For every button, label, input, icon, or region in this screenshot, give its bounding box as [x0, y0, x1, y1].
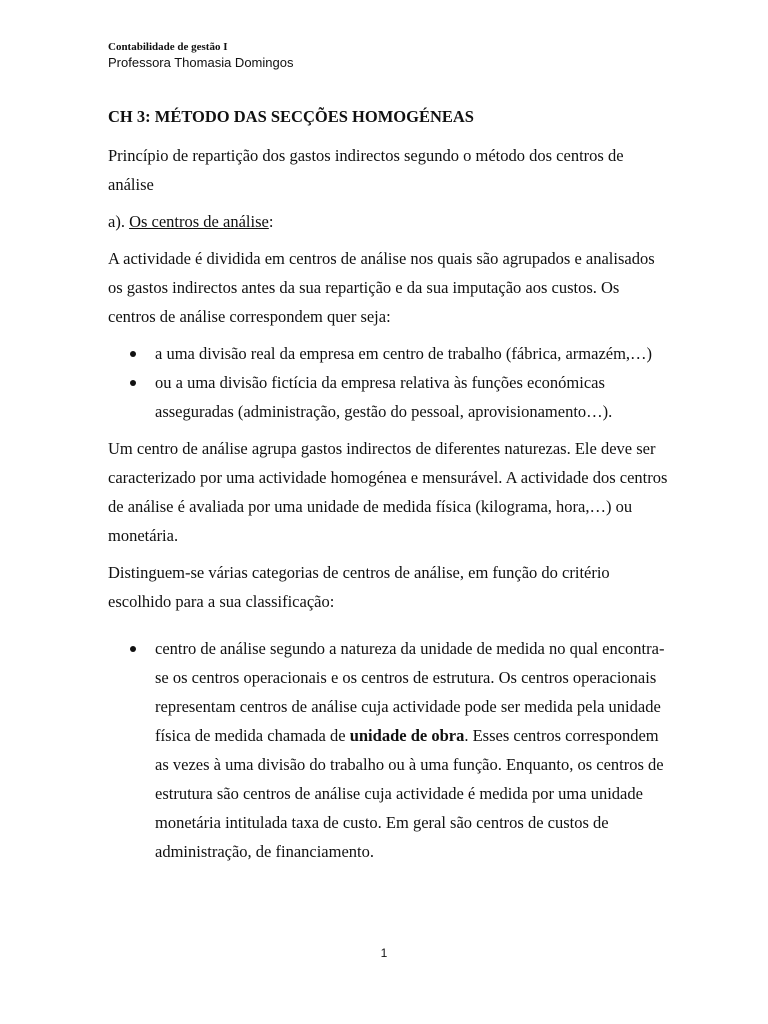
bullet-list-categories [108, 634, 668, 866]
list-item [108, 339, 668, 368]
document-body [108, 102, 668, 874]
list-item [108, 368, 668, 426]
paragraph-categories: Distinguem-se várias categorias de centros de análise, em função do critério escolhido para a sua classificação: [108, 563, 610, 611]
bullet-list-divisions [108, 339, 668, 426]
list-item-bold-term: unidade de obra [349, 726, 465, 745]
principle-paragraph: Princípio de repartição dos gastos indirectos segundo o método dos centros de análise [108, 146, 624, 194]
paragraph-activity: A actividade é dividida em centros de análise nos quais são agrupados e analisados os gastos indirectos antes da sua repartição e da sua imputação aos custos. Os centros de análise correspondem quer seja: [108, 249, 655, 326]
teacher-name: Professora Thomasia Domingos [108, 55, 294, 70]
list-item [108, 634, 668, 866]
section-a-title: Os centros de análise [129, 212, 269, 231]
list-item-text-part1: centro de análise segundo a natureza da unidade de medida no qual encontra-se os centros operacionais e os centros de estrutura. Os centros operacionais representam centros de análise cuja actividade pode ser medida pela unidade física de medida chamada de [155, 639, 665, 745]
chapter-title: CH 3: MÉTODO DAS SECÇÕES HOMOGÉNEAS [108, 107, 474, 126]
bullet-icon [130, 351, 136, 357]
bullet-icon [130, 380, 136, 386]
section-a-suffix: : [268, 212, 274, 231]
list-item-text-part2: . Esses centros correspondem as vezes à uma divisão do trabalho ou à uma função. Enquanto, os centros de estrutura são centros de análise cuja actividade é medida por uma unidade monetária intitulada taxa de custo. Em geral são centros de custos de administração, de financiamento. [155, 726, 664, 861]
section-a-heading [108, 207, 668, 236]
course-title: Contabilidade de gestão I [108, 41, 228, 53]
list-item-text: ou a uma divisão fictícia da empresa relativa às funções económicas asseguradas (administração, gestão do pessoal, aprovisionamento…). [155, 373, 613, 421]
list-item-text: a uma divisão real da empresa em centro de trabalho (fábrica, armazém,…) [155, 344, 653, 363]
bullet-icon [130, 646, 136, 652]
page-number: 1 [380, 946, 388, 960]
section-a-prefix: a). [108, 212, 130, 231]
paragraph-center-definition: Um centro de análise agrupa gastos indirectos de diferentes naturezas. Ele deve ser caracterizado por uma actividade homogénea e mensurável. A actividade dos centros de análise é avaliada por uma unidade de medida física (kilograma, hora,…) ou monetária. [108, 439, 668, 545]
page-header [108, 40, 293, 72]
